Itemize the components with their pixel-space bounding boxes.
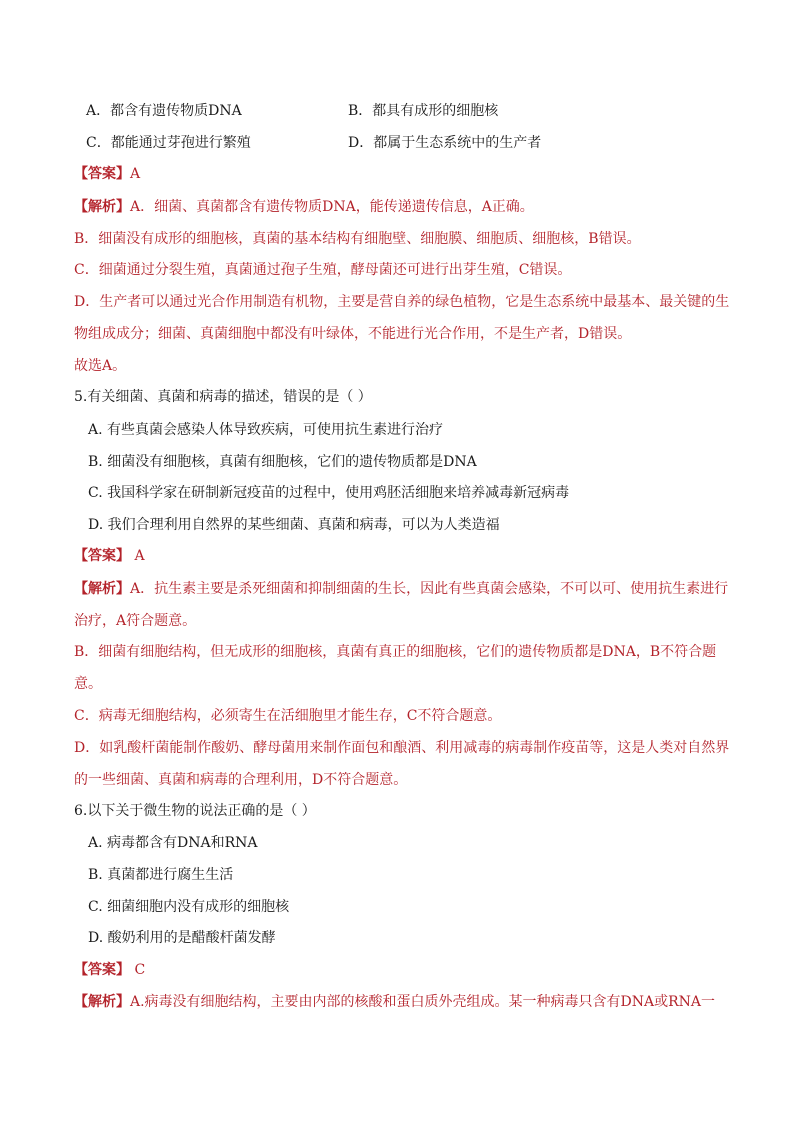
answer-value: A [130,548,145,564]
q5-analysis-line-4: 意。 [74,676,102,692]
q4-option-c: C．都能通过芽孢进行繁殖 [86,135,251,151]
q4-option-d: D．都属于生态系统中的生产者 [348,135,542,151]
q4-analysis-line-6: 故选A。 [74,358,127,374]
answer-label: 【答案】 [74,548,130,564]
q4-analysis-line-5: 物组成成分；细菌、真菌细胞中都没有叶绿体，不能进行光合作用，不是生产者，D错误。 [74,326,632,342]
q5-analysis-line-7: 的一些细菌、真菌和病毒的合理利用，D不符合题意。 [74,772,408,788]
q5-analysis-line-1: 【解析】A．抗生素主要是杀死细菌和抑制细菌的生长，因此有些真菌会感染，不可以可、使用抗生素进行 [74,581,729,597]
q6-option-c: C. 细菌细胞内没有成形的细胞核 [88,899,290,915]
q6-option-a: A. 病毒都含有DNA和RNA [88,835,258,851]
q5-analysis-line-3: B．细菌有细胞结构，但无成形的细胞核，真菌有真正的细胞核，它们的遗传物质都是DNA，B不符合题 [74,644,717,660]
q5-analysis-line-5: C．病毒无细胞结构，必须寄生在活细胞里才能生存，C不符合题意。 [74,708,502,724]
q4-analysis-line-3: C．细菌通过分裂生殖，真菌通过孢子生殖，酵母菌还可进行出芽生殖，C错误。 [74,262,572,278]
q6-option-b: B. 真菌都进行腐生生活 [88,867,234,883]
answer-value: C [130,962,146,978]
q4-option-b: B．都具有成形的细胞核 [348,103,499,119]
q5-analysis-line-6: D．如乳酸杆菌能制作酸奶、酵母菌用来制作面包和酿酒、利用减毒的病毒制作疫苗等，这是人类对自然界 [74,740,730,756]
analysis-label: 【解析】 [74,994,130,1010]
answer-value: A [130,166,141,182]
q5-option-d: D. 我们合理利用自然界的某些细菌、真菌和病毒，可以为人类造福 [88,517,500,533]
q5-option-c: C. 我国科学家在研制新冠疫苗的过程中，使用鸡胚活细胞来培养减毒新冠病毒 [88,485,570,501]
analysis-label: 【解析】 [74,581,130,597]
q4-analysis-line-4: D．生产者可以通过光合作用制造有机物，主要是营自养的绿色植物，它是生态系统中最基本、最关键的生 [74,294,730,310]
q6-analysis-line-1: 【解析】A.病毒没有细胞结构，主要由内部的核酸和蛋白质外壳组成。某一种病毒只含有DNA或RNA一 [74,994,716,1010]
q4-option-a: A．都含有遗传物质DNA [86,103,242,119]
q6-question: 6.以下关于微生物的说法正确的是（ ） [74,803,316,819]
q4-analysis-line-1: 【解析】A．细菌、真菌都含有遗传物质DNA，能传递遗传信息，A正确。 [74,199,534,215]
q4-analysis-line-2: B．细菌没有成形的细胞核，真菌的基本结构有细胞壁、细胞膜、细胞质、细胞核，B错误。 [74,231,641,247]
q5-question: 5.有关细菌、真菌和病毒的描述，错误的是（ ） [74,389,372,405]
q6-option-d: D. 酸奶利用的是醋酸杆菌发酵 [88,930,276,946]
analysis-label: 【解析】 [74,199,130,215]
q4-answer [74,164,140,184]
q5-analysis-line-2: 治疗，A符合题意。 [74,613,197,629]
q5-option-b: B. 细菌没有细胞核，真菌有细胞核，它们的遗传物质都是DNA [88,454,477,470]
q5-answer [74,546,145,566]
q5-option-a: A. 有些真菌会感染人体导致疾病，可使用抗生素进行治疗 [88,422,444,438]
answer-label: 【答案】 [74,166,130,182]
q6-answer [74,960,145,980]
answer-label: 【答案】 [74,962,130,978]
